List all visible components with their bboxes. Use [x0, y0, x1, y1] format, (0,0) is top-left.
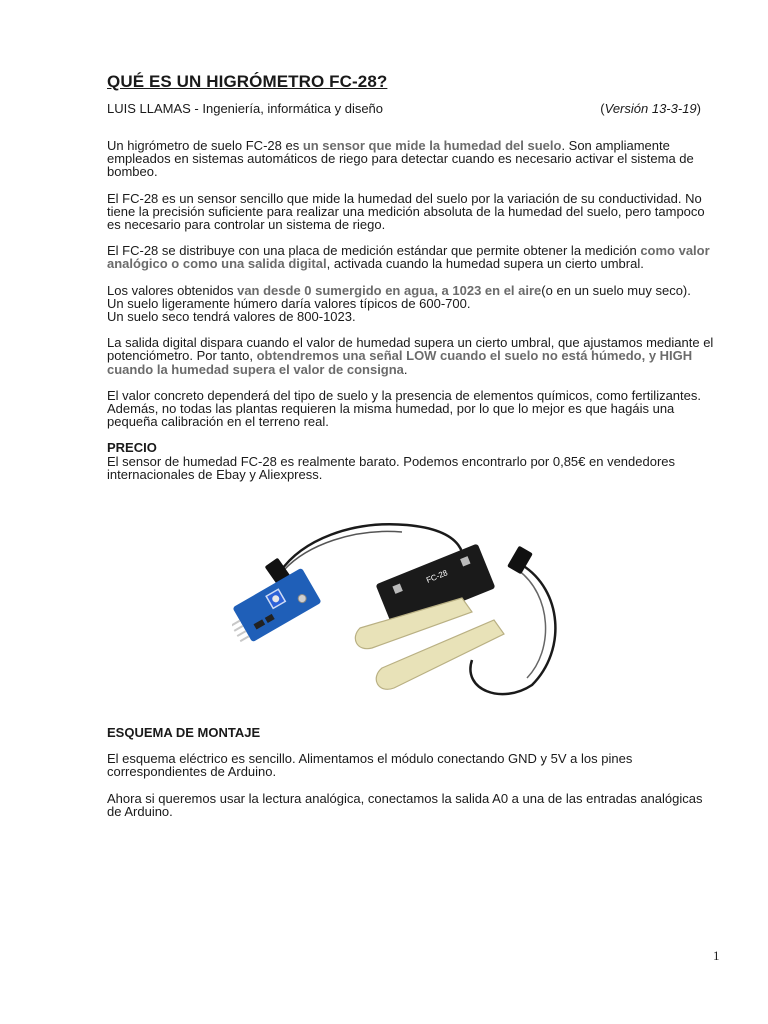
highlight: como valor analógico o como una salida digital [107, 243, 710, 272]
header-pin [240, 636, 249, 641]
montaje-heading: ESQUEMA DE MONTAJE [107, 725, 261, 740]
highlight: van desde 0 sumergido en agua, a 1023 en el aire [237, 282, 542, 298]
header-pin [234, 626, 243, 631]
document-title: QUÉ ES UN HIGRÓMETRO FC-28? [107, 72, 388, 91]
cable-wire [518, 570, 546, 678]
paragraph-calibration: El valor concreto dependerá del tipo de suelo y la presencia de elementos químicos, como fertilizantes. Además, no todas las plantas requieren la misma humedad, por lo que lo mejor es que hagáis una pequeña calibración en el terreno real. [107, 387, 701, 430]
version-text: Versión 13-3-19 [604, 101, 697, 116]
probe-label: FC-28 [424, 568, 449, 585]
paragraph-montaje-analog: Ahora si queremos usar la lectura analógica, conectamos la salida A0 a una de las entradas analógicas de Arduino. [107, 790, 703, 819]
price-heading: PRECIO [107, 440, 157, 456]
highlight: un sensor que mide la humedad del suelo [302, 138, 562, 153]
body-text [107, 139, 719, 494]
header-pin [232, 621, 240, 626]
highlight: obtendremos una señal LOW cuando el suelo no está húmedo, y HIGH cuando la humedad supera el valor de consigna [107, 348, 693, 377]
header-pin [237, 631, 246, 636]
paragraph-intro: Un higrómetro de suelo FC-28 es un sensor que mide la humedad del suelo. Son ampliamente empleados en sistemas automáticos de riego para detectar cuando es necesario activar el sistema de bombeo. [107, 138, 694, 180]
author-line [107, 101, 701, 116]
paragraph-conductivity: El FC-28 es un sensor sencillo que mide la humedad del suelo por la variación de su conductividad. No tiene la precisión suficiente para realizar una medición absoluta de la humedad del suelo, pero tampoco es necesario para controlar un sistema de riego. [107, 190, 705, 233]
sensor-photo [232, 500, 572, 700]
paragraph-digital-output: La salida digital dispara cuando el valor de humedad supera un cierto umbral, que ajustamos mediante el potenciómetro. Por tanto, obtendremos una señal LOW cuando el suelo no está húmedo, y HIGH cuando la humedad supera el valor de consigna. [107, 335, 714, 377]
paragraph-outputs: El FC-28 se distribuye con una placa de medición estándar que permite obtener la medición como valor analógico o como una salida digital, activada cuando la humedad supera un cierto umbral. [107, 243, 710, 272]
paragraph-values: Los valores obtenidos van desde 0 sumergido en agua, a 1023 en el aire(o en un suelo muy seco). Un suelo ligeramente húmero daría valores típicos de 600-700. Un suelo seco tendrá valores de 800-1023. [107, 282, 691, 325]
section-price: PRECIO El sensor de humedad FC-28 es realmente barato. Podemos encontrarlo por 0,85€ en vendedores internacionales de Ebay y Aliexpress. [107, 440, 676, 482]
author-name: LUIS LLAMAS - Ingeniería, informática y diseño [107, 101, 384, 116]
page-number: 1 [713, 948, 720, 963]
version-label: (Versión 13-3-19) [600, 101, 701, 116]
section-montaje [107, 726, 719, 831]
paragraph-montaje-power: El esquema eléctrico es sencillo. Alimentamos el módulo conectando GND y 5V a los pines correspondientes de Arduino. [107, 751, 633, 780]
